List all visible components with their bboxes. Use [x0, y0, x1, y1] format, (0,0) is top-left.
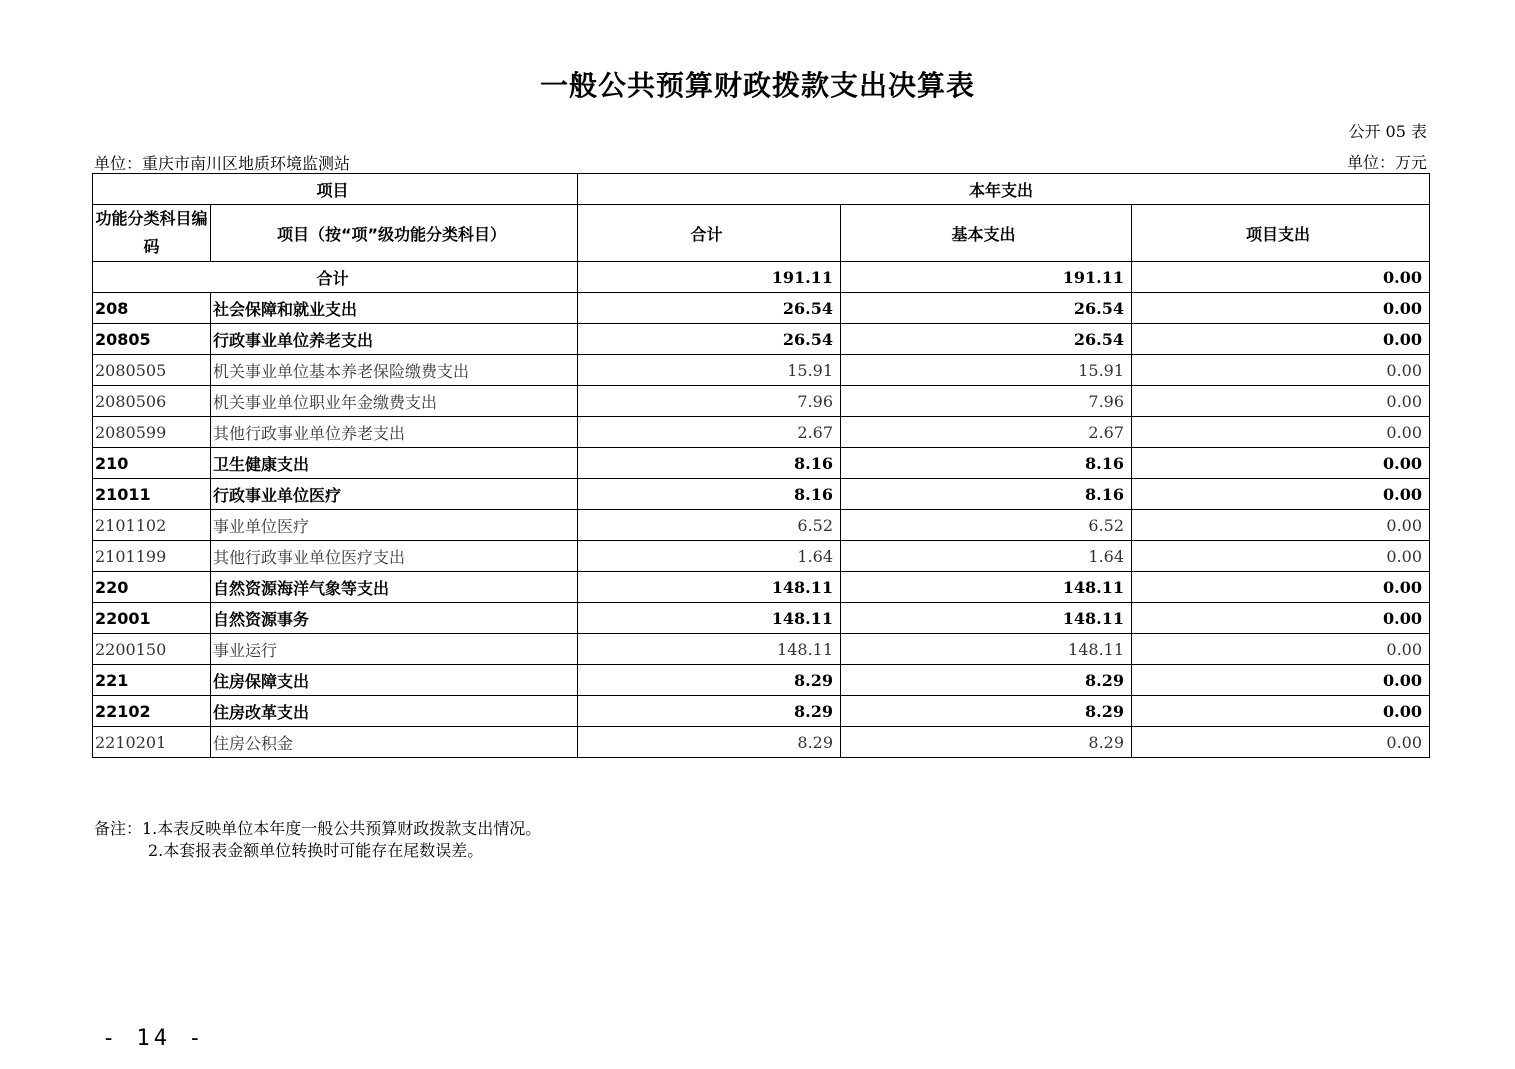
- row-code: 2080506: [93, 386, 211, 417]
- table-row: [93, 541, 1430, 572]
- row-project: 0.00: [1132, 510, 1430, 541]
- table-row: [93, 324, 1430, 355]
- row-code: 20805: [93, 324, 211, 355]
- row-project: 0.00: [1132, 727, 1430, 758]
- row-code: 221: [93, 665, 211, 696]
- row-name: 其他行政事业单位医疗支出: [211, 541, 578, 572]
- header-total: 合计: [578, 205, 841, 262]
- row-project: 0.00: [1132, 324, 1430, 355]
- header-row-2: [93, 205, 1430, 262]
- row-code: 2080505: [93, 355, 211, 386]
- row-project: 0.00: [1132, 696, 1430, 727]
- row-project: 0.00: [1132, 603, 1430, 634]
- row-name: 自然资源海洋气象等支出: [211, 572, 578, 603]
- row-total: 8.29: [578, 696, 841, 727]
- header-basic: 基本支出: [841, 205, 1132, 262]
- row-name: 机关事业单位基本养老保险缴费支出: [211, 355, 578, 386]
- row-total: 2.67: [578, 417, 841, 448]
- table-row: [93, 355, 1430, 386]
- row-basic: 8.16: [841, 448, 1132, 479]
- table-row: [93, 510, 1430, 541]
- row-basic: 8.29: [841, 665, 1132, 696]
- row-total: 26.54: [578, 293, 841, 324]
- row-name: 住房改革支出: [211, 696, 578, 727]
- row-project: 0.00: [1132, 479, 1430, 510]
- row-code: 2080599: [93, 417, 211, 448]
- row-code: 210: [93, 448, 211, 479]
- row-code: 2210201: [93, 727, 211, 758]
- row-total: 148.11: [578, 603, 841, 634]
- row-code: 22001: [93, 603, 211, 634]
- row-basic: 148.11: [841, 634, 1132, 665]
- row-project: 0.00: [1132, 448, 1430, 479]
- row-name: 行政事业单位养老支出: [211, 324, 578, 355]
- notes: [94, 818, 541, 862]
- currency-unit: 单位：万元: [1346, 153, 1427, 172]
- row-basic: 2.67: [841, 417, 1132, 448]
- row-name: 事业单位医疗: [211, 510, 578, 541]
- note-line-2: 2.本套报表金额单位转换时可能存在尾数误差。: [148, 841, 484, 860]
- table-row: [93, 417, 1430, 448]
- row-code: 2101102: [93, 510, 211, 541]
- row-total: 7.96: [578, 386, 841, 417]
- row-basic: 6.52: [841, 510, 1132, 541]
- table-row: [93, 448, 1430, 479]
- row-basic: 8.29: [841, 727, 1132, 758]
- row-total: 8.16: [578, 479, 841, 510]
- table-row: [93, 603, 1430, 634]
- total-row: [93, 262, 1430, 293]
- row-project: 0.00: [1132, 355, 1430, 386]
- table-row: [93, 727, 1430, 758]
- header-row-1: [93, 174, 1430, 205]
- total-amount: 191.11: [578, 262, 841, 293]
- row-code: 208: [93, 293, 211, 324]
- row-basic: 148.11: [841, 603, 1132, 634]
- row-total: 148.11: [578, 572, 841, 603]
- table-row: [93, 572, 1430, 603]
- row-total: 26.54: [578, 324, 841, 355]
- row-basic: 1.64: [841, 541, 1132, 572]
- header-project: 项目支出: [1132, 205, 1430, 262]
- row-basic: 26.54: [841, 324, 1132, 355]
- row-name: 卫生健康支出: [211, 448, 578, 479]
- row-total: 6.52: [578, 510, 841, 541]
- row-total: 148.11: [578, 634, 841, 665]
- row-total: 15.91: [578, 355, 841, 386]
- row-basic: 8.29: [841, 696, 1132, 727]
- row-project: 0.00: [1132, 665, 1430, 696]
- row-total: 8.29: [578, 665, 841, 696]
- form-number: 公开 05 表: [1348, 122, 1427, 141]
- row-name: 住房公积金: [211, 727, 578, 758]
- header-item: 项目: [93, 174, 578, 205]
- row-basic: 8.16: [841, 479, 1132, 510]
- expenditure-table: [92, 173, 1430, 758]
- header-code: 功能分类科目编码: [93, 205, 211, 262]
- row-name: 住房保障支出: [211, 665, 578, 696]
- row-name: 自然资源事务: [211, 603, 578, 634]
- total-project: 0.00: [1132, 262, 1430, 293]
- row-basic: 7.96: [841, 386, 1132, 417]
- table-row: [93, 696, 1430, 727]
- table-row: [93, 293, 1430, 324]
- row-code: 2101199: [93, 541, 211, 572]
- row-project: 0.00: [1132, 293, 1430, 324]
- header-item-detail: 项目（按“项”级功能分类科目）: [211, 205, 578, 262]
- note-line-1: 备注：1.本表反映单位本年度一般公共预算财政拨款支出情况。: [94, 819, 542, 838]
- row-basic: 26.54: [841, 293, 1132, 324]
- row-total: 8.16: [578, 448, 841, 479]
- table-row: [93, 665, 1430, 696]
- reporting-unit: 单位：重庆市南川区地质环境监测站: [94, 154, 351, 173]
- row-name: 机关事业单位职业年金缴费支出: [211, 386, 578, 417]
- row-name: 事业运行: [211, 634, 578, 665]
- row-project: 0.00: [1132, 541, 1430, 572]
- row-code: 22102: [93, 696, 211, 727]
- row-project: 0.00: [1132, 417, 1430, 448]
- row-total: 8.29: [578, 727, 841, 758]
- row-basic: 148.11: [841, 572, 1132, 603]
- page-title: 一般公共预算财政拨款支出决算表: [539, 69, 975, 102]
- total-basic: 191.11: [841, 262, 1132, 293]
- row-code: 21011: [93, 479, 211, 510]
- table-row: [93, 634, 1430, 665]
- row-total: 1.64: [578, 541, 841, 572]
- table-row: [93, 479, 1430, 510]
- row-code: 220: [93, 572, 211, 603]
- total-label: 合计: [93, 262, 578, 293]
- row-basic: 15.91: [841, 355, 1132, 386]
- row-project: 0.00: [1132, 572, 1430, 603]
- header-this-year: 本年支出: [578, 174, 1430, 205]
- row-project: 0.00: [1132, 386, 1430, 417]
- row-name: 其他行政事业单位养老支出: [211, 417, 578, 448]
- row-name: 社会保障和就业支出: [211, 293, 578, 324]
- table-row: [93, 386, 1430, 417]
- page-number: - 14 -: [102, 1026, 206, 1051]
- row-name: 行政事业单位医疗: [211, 479, 578, 510]
- row-code: 2200150: [93, 634, 211, 665]
- row-project: 0.00: [1132, 634, 1430, 665]
